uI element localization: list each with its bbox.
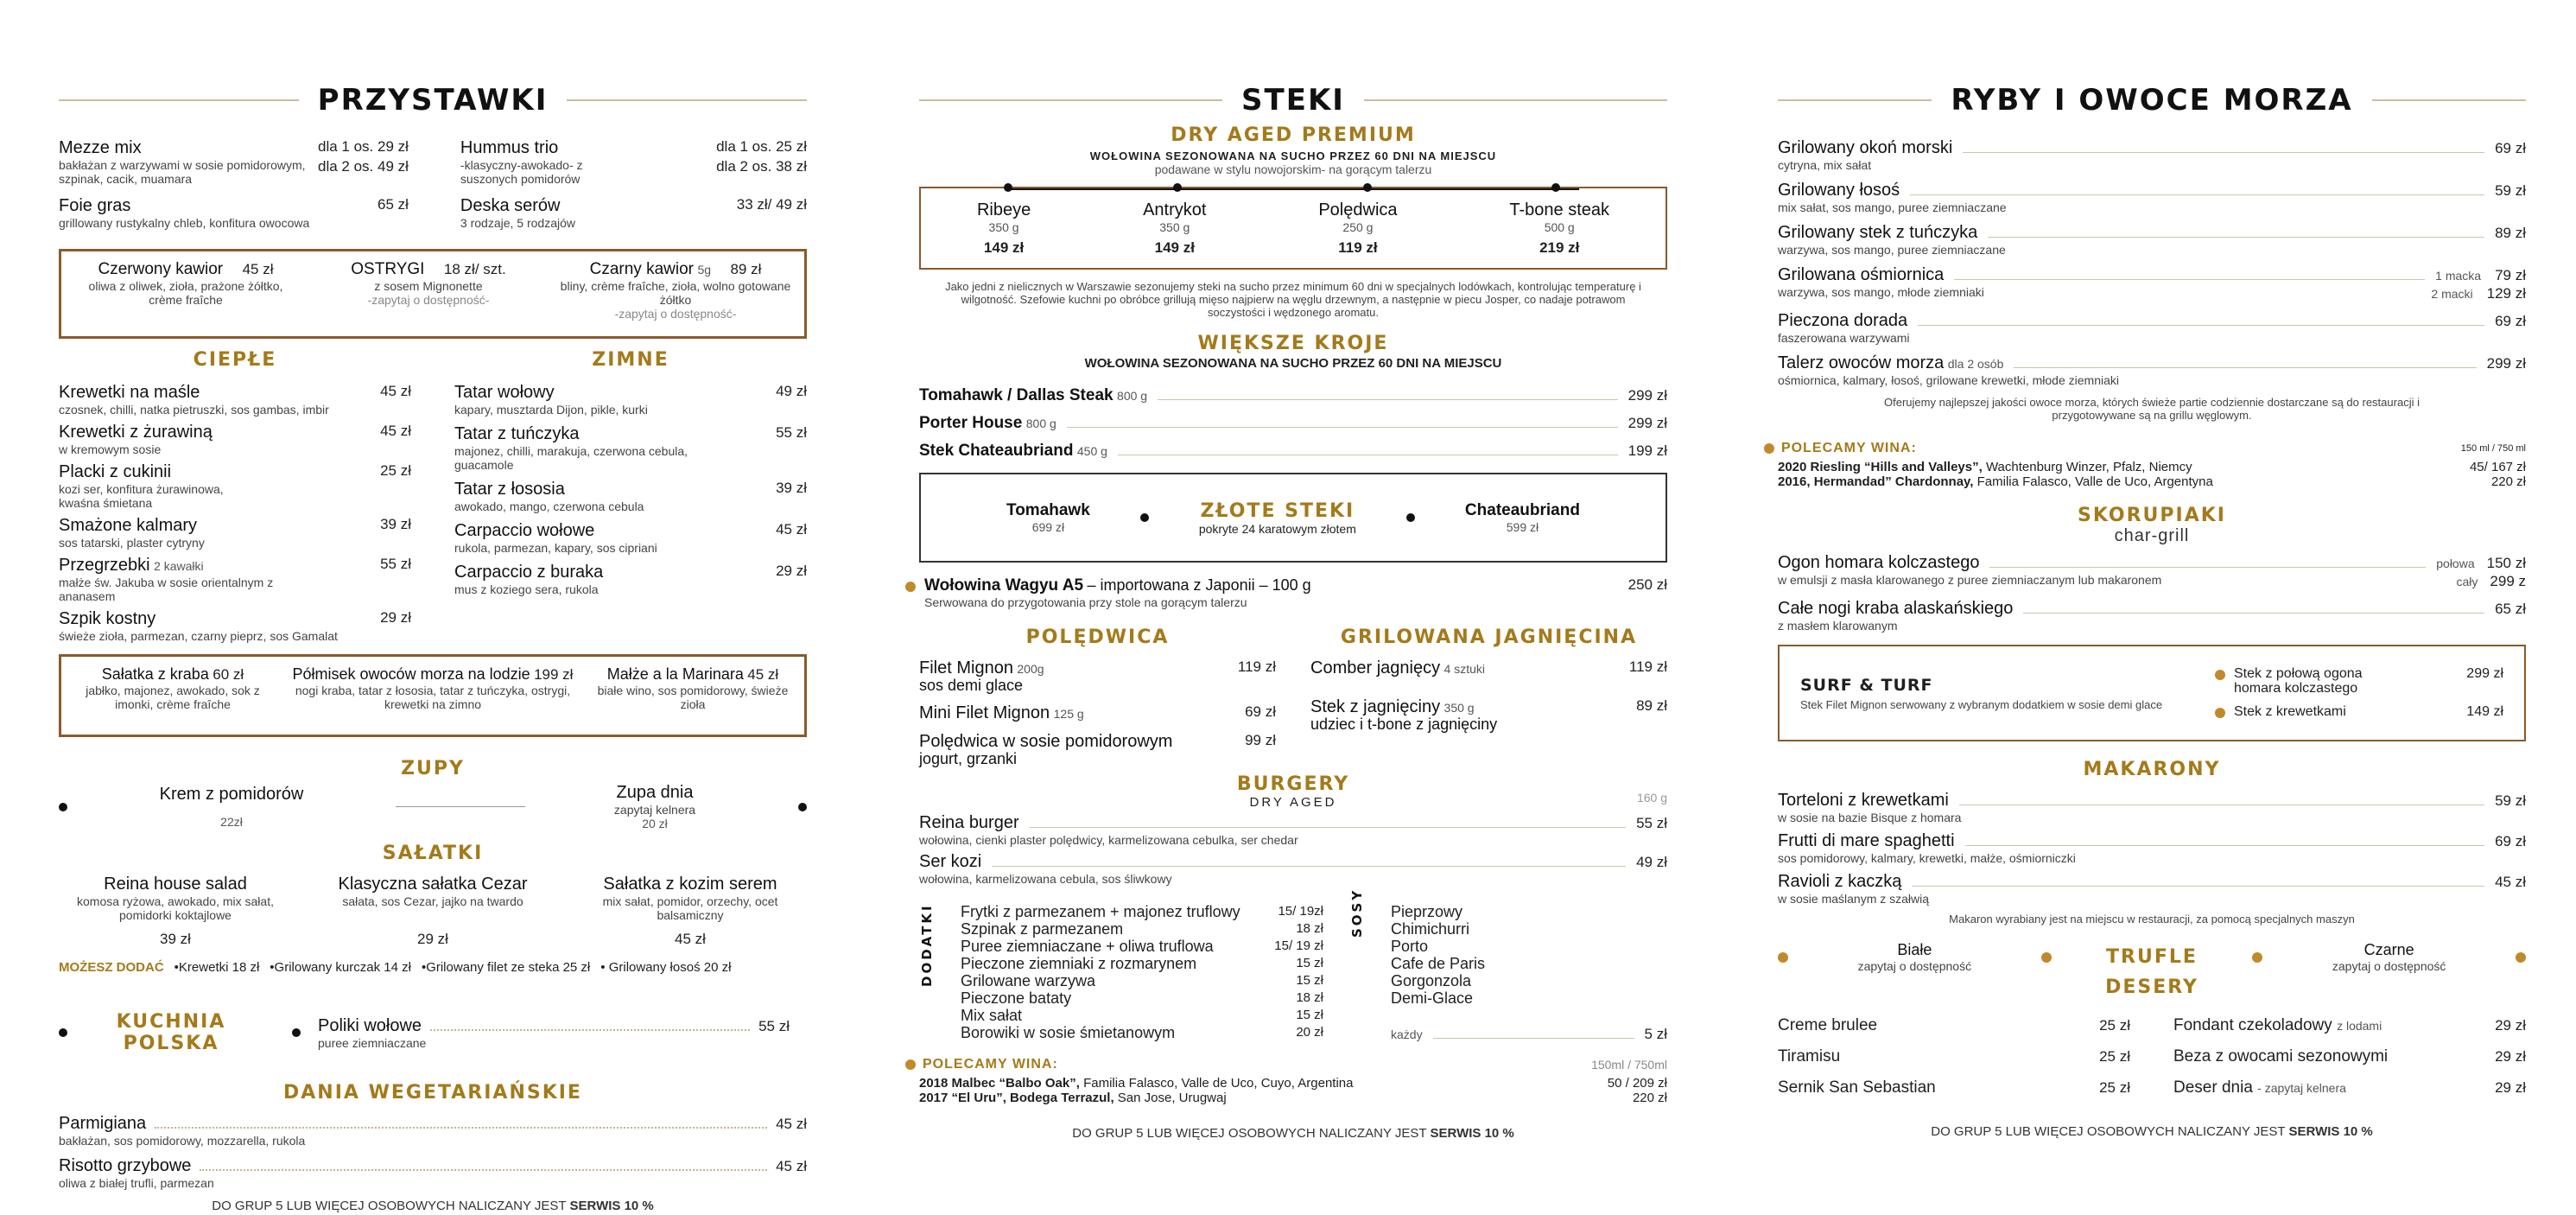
crab-salad: Sałatka z kraba 60 zł jabłko, majonez, awokado, sok z imonki, crème fraîche [86,665,260,711]
dry-cut: T-bone steak 500 g 219 zł [1509,200,1610,256]
menu-item: Tatar wołowy 49 zł kapary, musztarda Dijon, pikle, kurki [454,383,807,417]
caviar-box [59,249,807,339]
polish-section [59,1011,807,1054]
menu-item: Ogon homara kolczastego połowa 150 zł w emulsji z masła klarowanego z puree ziemniaczanym lub makaronem cały 299 z [1778,553,2526,589]
dry-aged-note: Jako jedni z nielicznych w Warszawie sezonujemy steki na sucho przez minimum 60 dni w specjalnych lodówkach, kontrolując temperaturę i wilgotność. Szefowie kuchni po obróbce grillują mięso najpierw na węglu drzewnym, a następnie w piecu Josper, co nadaje potrawom soczystości i wędzonego aromatu. [945,280,1641,319]
bullet-icon [1764,443,1774,454]
menu-item: Krewetki na maśle 45 zł czosnek, chilli, natka pietruszki, sos gambas, imbir [59,383,411,417]
fish-note: Oferujemy najlepszej jakości owoce morza, których świeże partie codziennie dostarczane są do restauracji i przygotowywane są na grillu węglowym. [1884,396,2420,422]
bullet-icon [1778,952,1788,963]
sides-list: Frytki z parmezanem + majonez truflowy 15/ 19zł Szpinak z parmezanem 18 zł Puree ziemniaczane + oliwa truflowa 15/ 19 zł Pieczone ziemniaki z rozmarynem 15 zł Grilowane warzywa 15 zł Pieczone bataty 18 zł Mix sałat 15 zł Borowiki w sosie śmietanowym 20 zł [961,903,1323,1041]
dry-cut: Ribeye 350 g 149 zł [976,200,1031,256]
mussels: Małże a la Marinara 45 zł białe wino, sos pomidorowy, świeże zioła [597,665,789,711]
menu-item: Risotto grzybowe 45 zł oliwa z białej trufli, parmezan [59,1156,807,1190]
menu-item: Pieczona dorada 69 zł faszerowana warzywami [1778,311,2526,345]
bullet-icon [2516,952,2526,963]
menu-item: Stek z jagnięciny 350 g 89 zł udziec i t-bone z jagnięciny [1310,697,1667,733]
bullet-icon [1173,183,1182,192]
gold-steak: Tomahawk 699 zł [1006,501,1090,534]
heading-cieple: CIEPŁE [193,349,277,371]
starters-top [59,138,807,240]
menu-item: Foie gras 65 zł grillowany rustykalny chleb, konfitura owocowa [59,196,409,230]
menu-item: Tomahawk / Dallas Steak 800 g 299 zł [919,386,1667,404]
menu-item: Deska serów 33 zł/ 49 zł 3 rodzaje, 5 rodzajów [460,196,807,230]
burgers-section: BURGERY DRY AGED 160 g Reina burger 55 zł wołowina, cienki plaster polędwicy, karmelizowana cebulka, ser chedar Ser kozi 49 zł wołowina, karmelizowana cebula, sos śliwkowy [919,773,1667,886]
menu-item: Smażone kalmary 39 zł sos tatarski, plaster cytryny [59,516,411,550]
bullet-icon [59,1028,67,1037]
dry-cut: Polędwica 250 g 119 zł [1318,200,1398,256]
heading-burgery: BURGERY [1236,773,1350,795]
starters-hot-cold [59,349,807,649]
bullet-icon [2215,670,2225,680]
menu-item: Carpaccio wołowe 45 zł rukola, parmezan, kapary, sos cipriani [454,521,807,555]
menu-item: Reina house salad komosa ryżowa, awokado, mix sałat, pomidorki koktajlowe 39 zł [77,875,274,947]
menu-item: Grilowany łosoś 59 zł mix sałat, sos mango, puree ziemniaczane [1778,181,2526,214]
truffles-row [1778,941,2526,973]
menu-item: Porter House 800 g 299 zł [919,414,1667,432]
menu-item: Zupa dnia zapytaj kelnera 20 zł [613,783,696,830]
oysters: OSTRYGI 18 zł/ szt. z sosem Mignonette -zapytaj o dostępność- [351,260,506,307]
section-title: PRZYSTAWKI [317,83,549,118]
bullet-icon [798,803,807,811]
menu-item: Krem z pomidorów 22zł [159,785,304,829]
bullet-icon [59,803,67,811]
heading-makarony: MAKARONY [2083,759,2221,780]
menu-item: Ser kozi 49 zł wołowina, karmelizowana cebula, sos śliwkowy [919,852,1667,886]
menu-item: Całe nogi kraba alaskańskiego 65 zł z masłem klarowanym [1778,599,2526,633]
menu-item: Placki z cukinii 25 zł kozi ser, konfitura żurawinowa, kwaśna śmietana [59,462,411,510]
gold-steak: Chateaubriand 599 zł [1464,501,1580,534]
fish-list [1778,138,2526,387]
heading-jagniecina: GRILOWANA JAGNIĘCINA [1340,627,1638,648]
section-title: RYBY I OWOCE MORZA [1951,83,2353,118]
column-steki: STEKI DRY AGED PREMIUM WOŁOWINA SEZONOWANA NA SUCHO PRZEZ 60 DNI NA MIEJSCU podawane w stylu nowojorskim- na gorącym talerzu Ribeye 350 g 149 zł Antrykot 350 g 149 zł Polędwica 250 g 119 zł T-bone steak 500 g 219 zł Jako jedni z nielicznych w Warszawie sezonujemy steki na sucho przez minimum 60 dni w specjalnych lodówkach, kontrolując temperaturę i wilgotność. Szefowie kuchni po obróbce grillują mięso najpierw na węglu drzewnym, a następnie w piecu Josper, co nadaje potrawom soczystości i wędzonego aromatu. WIĘKSZE KROJE WOŁOWINA SEZONOWANA NA SUCHO PRZEZ 60 DNI NA MIEJSCU Tomahawk / Dallas Steak 800 g 299 zł Porter House 800 g 299 zł Stek Chateaubriand 450 g 199 zł Tomahawk 699 zł ZŁOTE STEKI pokryte 24 karatowym złotem Chateaubriand 599 zł Wołowina Wagyu A5 – importowana z Japonii – 100 g 250 zł Serwowana do przygotowania przy stole na gorącym talerzu POLĘDWICA Filet Mignon 200g 119 zł sos demi glace Mini Filet Mignon 125 g 69 zł Polędwica w sosie pomidorowym 99 zł jogurt, grzanki GRILOWANA JAGNIĘCINA Comber jagnięcy 4 sztuki 119 zł Stek z jagnięciny 350 g 89 zł udziec i t-bone z jagnięciny BURGERY DRY AGED 160 g Reina burger 55 zł wołowina, cienki plaster polędwicy, karmelizowana cebulka, ser chedar Ser kozi 49 zł wołowina, karmelizowana cebula, sos śliwkowy DODATKI Frytki z parmezanem + majonez truflowy 15/ 19zł Szpinak z parmezanem 18 zł Puree ziemniaczane + oliwa truflowa 15/ 19 zł Pieczone ziemniaki z rozmarynem 15 zł Grilowane warzywa 15 zł Pieczone bataty 18 zł Mix sałat 15 zł Borowiki w sosie śmietanowym 20 zł SOSY Pieprzowy Chimichurri Porto Cafe de Paris Gorgonzola Demi-Glace każdy 5 zł POLECAMY WINA: 150ml / 750ml 2018 Malbec “Balbo Oak”, Familia Falasco, Valle de Uco, Cuyo, Argentina 50 / 209 zł 2017 “El Uru”, Bodega Terrazul, San Jose, Urugwaj 220 zł DO GRUP 5 LUB WIĘCEJ OSOBOWYCH NALICZANY JEST SERWIS 10 % [919,69,1667,1141]
label-sosy: SOSY [1349,887,1365,938]
bullet-icon [1140,513,1149,522]
menu-item: Ravioli z kaczką 45 zł w sosie maślanym z szałwią [1778,872,2526,906]
salads [59,875,807,948]
caviar-black: Czarny kawior 5g 89 zł bliny, crème fraîche, zioła, wolno gotowane żółtko -zapytaj o dostępność- [560,260,791,321]
menu-item: Szpik kostny 29 zł świeże zioła, parmezan, czarny pieprz, sos Gamalat [59,609,411,643]
service-footer: DO GRUP 5 LUB WIĘCEJ OSOBOWYCH NALICZANY JEST SERWIS 10 % [1072,1126,1514,1141]
menu-item: Polędwica w sosie pomidorowym 99 zł jogurt, grzanki [919,732,1276,767]
bullet-icon [1406,513,1415,522]
heading-wegetarianskie: DANIA WEGETARIAŃSKIE [283,1082,582,1104]
desserts: Creme brulee 25 zł Tiramisu 25 zł Sernik San Sebastian 25 zł Fondant czekoladowy z lodami 29 zł Beza z owocami sezonowymi 29 zł Deser dnia - zapytaj kelnera 29 zł [1778,1016,2526,1097]
menu-item: Reina burger 55 zł wołowina, cienki plaster polędwicy, karmelizowana cebulka, ser chedar [919,813,1667,847]
menu-item: Tatar z łososia 39 zł awokado, mango, czerwona cebula [454,480,807,513]
pasta-note: Makaron wyrabiany jest na miejscu w restauracji, za pomocą specjalnych maszyn [1949,913,2355,926]
seafood-box [59,654,807,737]
bullet-icon [2252,952,2262,963]
wine-header: POLECAMY WINA: 150ml / 750ml [905,1057,1667,1072]
section-header-steki [919,74,1667,126]
bullet-icon [2215,708,2225,718]
menu-item: Grilowany stek z tuńczyka 89 zł warzywa, sos mango, puree ziemniaczane [1778,223,2526,257]
bullet-icon [1004,183,1012,192]
menu-item: Comber jagnięcy 4 sztuki 119 zł [1310,658,1667,677]
service-footer: DO GRUP 5 LUB WIĘCEJ OSOBOWYCH NALICZANY JEST SERWIS 10 % [1931,1124,2373,1139]
label-dodatki: DODATKI [919,903,935,987]
menu-item: Tatar z tuńczyka 55 zł majonez, chilli, marakuja, czerwona cebula, guacamole [454,424,807,472]
menu-item: Grilowany okoń morski 69 zł cytryna, mix sałat [1778,138,2526,172]
golden-steaks-box [919,473,1667,563]
heading-zimne: ZIMNE [592,349,669,371]
heading-poledwica: POLĘDWICA [1025,627,1170,648]
menu-item: Mezze mix dla 1 os. 29 zł bakłażan z warzywami w sosie pomidorowym, szpinak, cacik, muamara dla 2 os. 49 zł [59,138,409,186]
bullet-icon [905,1059,916,1070]
menu-item: Przegrzebki 2 kawałki 55 zł małże św. Jakuba w sosie orientalnym z ananasem [59,556,411,603]
sauces-list: Pieprzowy Chimichurri Porto Cafe de Paris Gorgonzola Demi-Glace każdy 5 zł [1391,903,1667,1042]
seafood-platter: Półmisek owoców morza na lodzie 199 zł nogi kraba, tatar z łososia, tatar z tuńczyka, ostrygi, krewetki na zimno [292,665,574,711]
heading-kuchnia-polska: KUCHNIA POLSKA [116,1011,226,1054]
caviar-red: Czerwony kawior 45 zł oliwa z oliwek, zioła, prażone żółtko, crème fraîche [88,260,283,307]
heading-dry-aged: DRY AGED PREMIUM [1171,124,1416,146]
truffle-white: Białe zapytaj o dostępność [1857,941,1972,973]
pasta-list [1778,791,2526,906]
surf-options: Stek z połową ogona homara kolczastego 299 zł Stek z krewetkami 149 zł [2215,666,2503,720]
dry-aged-box [919,187,1667,270]
menu-item: Grilowana ośmiornica 1 macka 79 zł warzywa, sos mango, młode ziemniaki 2 macki 129 zł [1778,265,2526,302]
tenderloin-lamb [919,627,1667,777]
bullet-icon [1551,183,1560,192]
wagyu-item: Wołowina Wagyu A5 – importowana z Japonii – 100 g 250 zł Serwowana do przygotowania przy stole na gorącym talerzu [905,576,1667,609]
menu-item: Stek Chateaubriand 450 g 199 zł [919,442,1667,460]
menu-item: Filet Mignon 200g 119 zł sos demi glace [919,658,1276,694]
section-title: STEKI [1241,83,1345,118]
bullet-icon [2041,952,2052,963]
bullet-icon [905,582,916,592]
menu-item: Frutti di mare spaghetti 69 zł sos pomidorowy, kalmary, krewetki, małże, ośmiorniczki [1778,831,2526,865]
soups [59,783,807,830]
wine-list: 2020 Riesling “Hills and Valleys”, Wachtenburg Winzer, Pfalz, Niemcy 45/ 167 zł 2016, Hermandad” Chardonnay, Familia Falasco, Valle de Uco, Argentyna 220 zł [1778,460,2526,489]
gold-steak-heading: ZŁOTE STEKI pokryte 24 karatowym złotem [1198,499,1356,536]
heading-trufle: TRUFLE [2106,946,2198,968]
section-header-ryby [1778,74,2526,126]
menu-item: Krewetki z żurawiną 45 zł w kremowym sosie [59,423,411,456]
menu-item: Klasyczna sałatka Cezar sałata, sos Cezar, jajko na twardo 29 zł [338,875,528,947]
menu-item: Parmigiana 45 zł bakłażan, sos pomidorowy, mozzarella, rukola [59,1114,807,1148]
menu-item: Poliki wołowe 55 zł puree ziemniaczane [318,1015,790,1050]
section-header-przystawki [59,74,807,126]
divider [396,806,525,807]
service-footer: DO GRUP 5 LUB WIĘCEJ OSOBOWYCH NALICZANY JEST SERWIS 10 % [212,1199,654,1213]
add-ons: MOŻESZ DODAĆ •Krewetki 18 zł •Grilowany kurczak 14 zł •Grilowany filet ze steka 25 zł • Grilowany łosoś 20 zł [59,960,732,975]
menu-item: Torteloni z krewetkami 59 zł w sosie na bazie Bisque z homara [1778,791,2526,824]
column-ryby: RYBY I OWOCE MORZA Grilowany okoń morski 69 zł cytryna, mix sałat Grilowany łosoś 59 zł mix sałat, sos mango, puree ziemniaczane Grilowany stek z tuńczyka 89 zł warzywa, sos mango, puree ziemniaczane Grilowana ośmiornica 1 macka 79 zł warzywa, sos mango, młode ziemniaki 2 macki 129 zł Pieczona dorada 69 zł faszerowana warzywami Talerz owoców morza dla 2 osób 299 zł ośmiornica, kalmary, łosoś, grilowane krewetki, młode ziemniaki Oferujemy najlepszej jakości owoce morza, których świeże partie codziennie dostarczane są do restauracji i przygotowywane są na grillu węglowym. POLECAMY WINA: 150 ml / 750 ml 2020 Riesling “Hills and Valleys”, Wachtenburg Winzer, Pfalz, Niemcy 45/ 167 zł 2016, Hermandad” Chardonnay, Familia Falasco, Valle de Uco, Argentyna 220 zł SKORUPIAKI char-grill Ogon homara kolczastego połowa 150 zł w emulsji z masła klarowanego z puree ziemniaczanym lub makaronem cały 299 z Całe nogi kraba alaskańskiego 65 zł z masłem klarowanym SURF & TURF Stek Filet Mignon serwowany z wybranym dodatkiem w sosie demi glace Stek z połową ogona homara kolczastego 299 zł Stek z krewetkami 149 zł MAKARONY Torteloni z krewetkami 59 zł w sosie na bazie Bisque z homara Frutti di mare spaghetti 69 zł sos pomidorowy, kalmary, krewetki, małże, ośmiorniczki Ravioli z kaczką 45 zł w sosie maślanym z szałwią Makaron wyrabiany jest na miejscu w restauracji, za pomocą specjalnych maszyn Białe zapytaj o dostępność TRUFLE Czarne zapytaj o dostępność DESERY Creme brulee 25 zł Tiramisu 25 zł Sernik San Sebastian 25 zł Fondant czekoladowy z lodami 29 zł Beza z owocami sezonowymi 29 zł Deser dnia - zapytaj kelnera 29 zł DO GRUP 5 LUB WIĘCEJ OSOBOWYCH NALICZANY JEST SERWIS 10 % [1778,69,2526,1139]
heading-salatki: SAŁATKI [382,843,484,864]
wine-header: POLECAMY WINA: 150 ml / 750 ml [1764,441,2526,456]
heading-zupy: ZUPY [401,758,465,779]
wine-list: 2018 Malbec “Balbo Oak”, Familia Falasco, Valle de Uco, Cuyo, Argentina 50 / 209 zł 2017 “El Uru”, Bodega Terrazul, San Jose, Urugwaj 220 zł [919,1076,1667,1105]
heading-skorupiaki: SKORUPIAKI [2078,505,2226,526]
bullet-icon [292,1028,301,1037]
truffle-black: Czarne zapytaj o dostępność [2332,941,2446,973]
menu-item: Talerz owoców morza dla 2 osób 299 zł ośmiornica, kalmary, łosoś, grilowane krewetki, młode ziemniaki [1778,353,2526,387]
menu-item: Sałatka z kozim serem mix sałat, pomidor, orzechy, ocet balsamiczny 45 zł [602,875,778,947]
heading-wieksze-kroje: WIĘKSZE KROJE [1197,333,1389,354]
menu-item: Mini Filet Mignon 125 g 69 zł [919,703,1276,722]
vegetarian-list [59,1114,807,1190]
big-cuts-list [919,386,1667,461]
menu-item: Carpaccio z buraka 29 zł mus z koziego sera, rukola [454,563,807,596]
menu-item: Hummus trio dla 1 os. 25 zł -klasyczny-awokado- z suszonych pomidorów dla 2 os. 38 zł [460,138,807,186]
bullet-icon [1363,183,1372,192]
column-przystawki [59,69,807,1213]
sides-sauces [919,887,1667,1043]
heading-desery: DESERY [2105,976,2198,998]
surf-turf-box: SURF & TURF Stek Filet Mignon serwowany z wybranym dodatkiem w sosie demi glace Stek z połową ogona homara kolczastego 299 zł Stek z krewetkami 149 zł [1778,645,2526,741]
shellfish-list [1778,553,2526,633]
dry-cut: Antrykot 350 g 149 zł [1143,200,1207,256]
